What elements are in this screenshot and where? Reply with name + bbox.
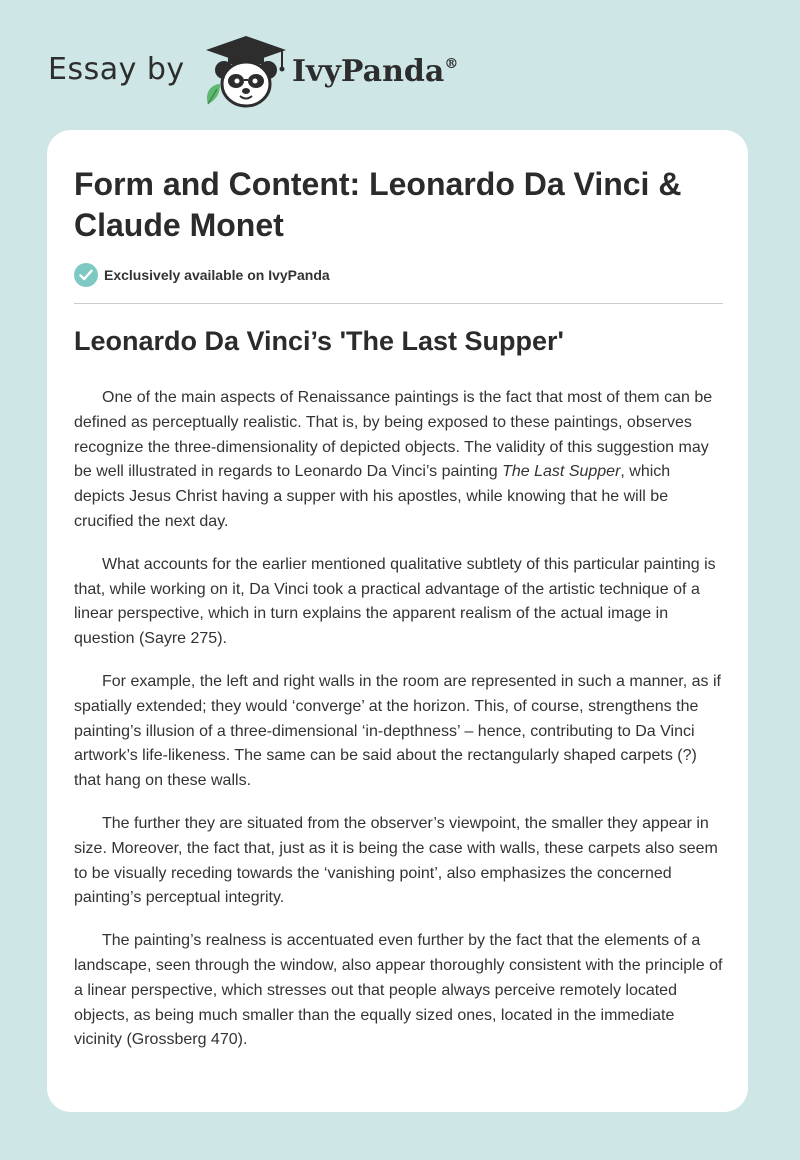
essay-body [74, 386, 723, 1071]
page-title: Form and Content: Leonardo Da Vinci & Claude Monet [74, 166, 682, 243]
registered-mark: ® [444, 56, 459, 72]
paragraph: What accounts for the earlier mentioned qualitative subtlety of this particular painting is that, while working on it, Da Vinci took a practical advantage of the artistic technique of a linear perspective, which in turn explains the apparent realism of the actual image in question (Sayre 275). [74, 555, 716, 648]
paragraph: For example, the left and right walls in the room are represented in such a manner, as if spatially extended; they would ‘converge’ at the horizon. This, of course, strengthens the painting’s illusion of a three-dimensional ‘in-depthness’ – hence, contributing to Da Vinci artwork’s life-likeness. The same can be said about the rectangularly shaped carpets (?) that hang on these walls. [74, 672, 721, 790]
essay-by-label: Essay by [48, 52, 185, 87]
badge-label: Exclusively available on IvyPanda [104, 267, 330, 283]
panda-graduate-icon[interactable] [202, 34, 290, 110]
check-circle-icon [74, 263, 98, 287]
paragraph: The further they are situated from the observer’s viewpoint, the smaller they appear in size. Moreover, the fact that, just as it is being the case with walls, these carpets also seem to be visually receding towards the ‘vanishing point’, also emphasizes the concerned painting’s perceptual integrity. [74, 814, 718, 907]
divider [74, 303, 723, 304]
painting-title: The Last Supper [502, 463, 621, 481]
essay-card [47, 130, 748, 1112]
paragraph: The painting’s realness is accentuated even further by the fact that the elements of a landscape, seen through the window, also appear thoroughly consistent with the principle of a linear perspective, which stresses out that people always perceive remotely located objects, as being much smaller than the equally sized ones, located in the immediate vicinity (Grossberg 470). [74, 932, 723, 1049]
section-heading: Leonardo Da Vinci’s 'The Last Supper' [74, 326, 564, 356]
paragraph: One of the main aspects of Renaissance paintings is the fact that most of them can be defined as perceptually realistic. That is, by being exposed to these paintings, observes recognize the three-dimensionality of depicted objects. The validity of this suggestion may be well illustrated in regards to Leonardo Da Vinci’s painting The Last Supper, which depicts Jesus Christ having a supper with his apostles, while knowing that he will be crucified the next day. [74, 389, 713, 530]
brand-name[interactable]: IvyPanda® [292, 54, 459, 89]
site-header [48, 34, 748, 114]
